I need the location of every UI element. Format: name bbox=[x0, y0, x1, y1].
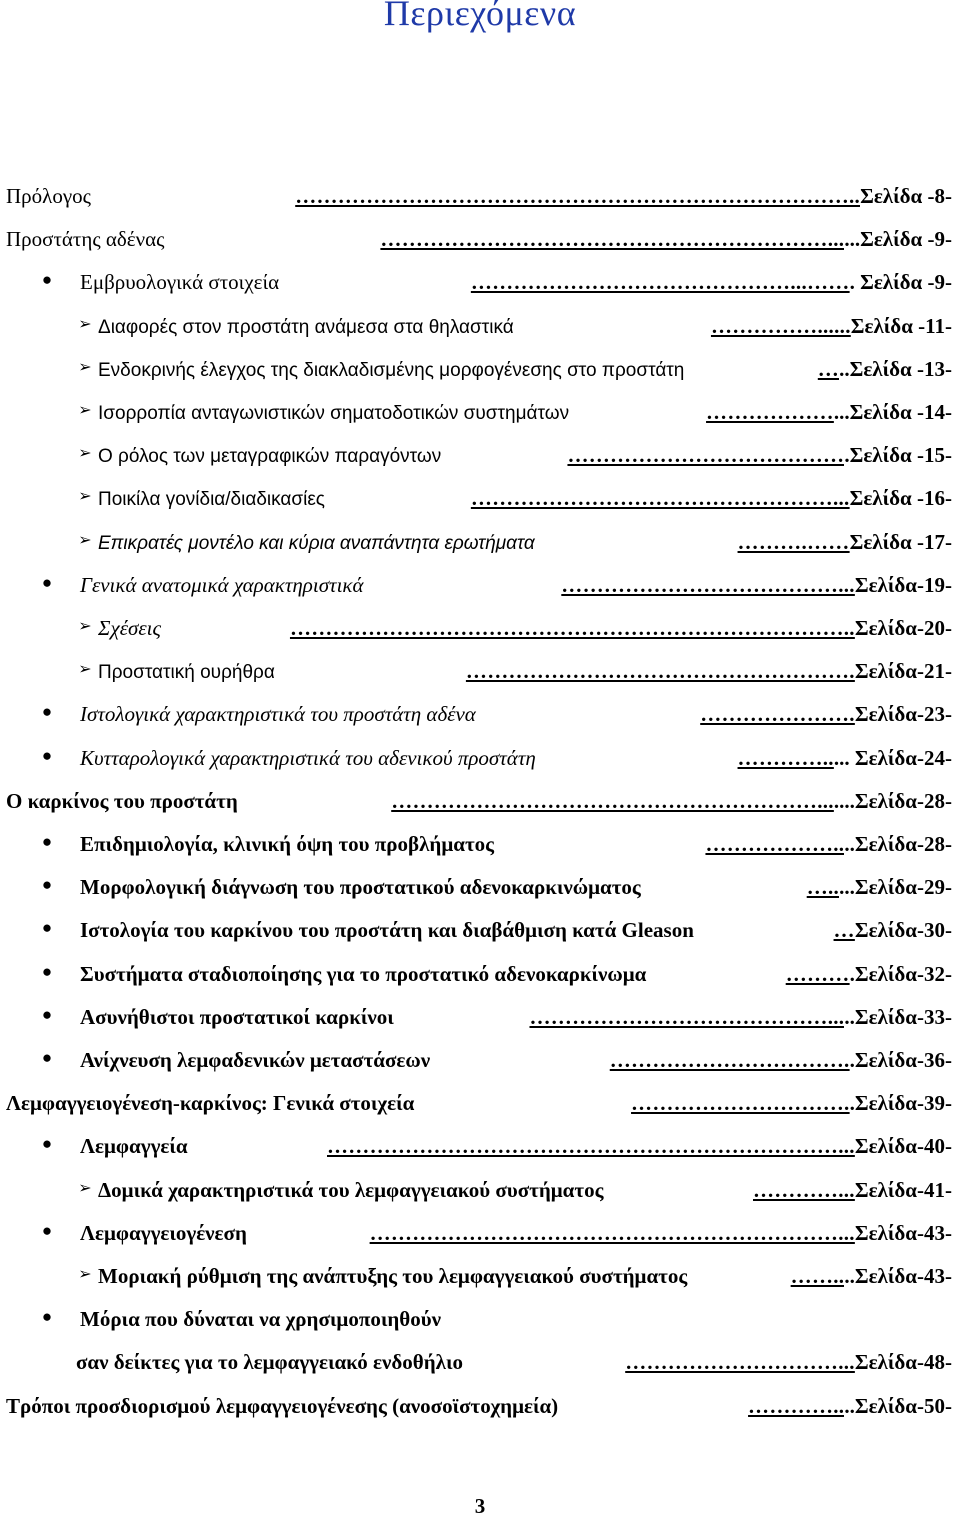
toc-page-ref: Σελίδα-41- bbox=[854, 1177, 952, 1202]
toc-entry-title: Ιστολογία του καρκίνου του προστάτη και διαβάθμιση κατά Gleason bbox=[80, 918, 694, 943]
toc-leader-dots: … bbox=[833, 918, 855, 943]
bullet-icon: ● bbox=[41, 745, 53, 765]
toc-page-ref: .Σελίδα-39- bbox=[849, 1091, 952, 1116]
toc-entry-title: Ασυνήθιστοι προστατικοί καρκίνοι bbox=[80, 1004, 394, 1029]
toc-page-ref: .Σελίδα -15- bbox=[844, 443, 952, 468]
toc-leader-dots: ……………………………………………………... bbox=[391, 788, 834, 813]
bullet-icon: ● bbox=[41, 832, 53, 851]
toc-entry[interactable] bbox=[41, 270, 952, 295]
toc-entry[interactable] bbox=[6, 1394, 952, 1419]
toc-page-ref: ..Σελίδα-50- bbox=[844, 1393, 952, 1418]
toc-entry[interactable] bbox=[41, 1220, 952, 1246]
toc-leader-dots: ………….. bbox=[737, 745, 834, 770]
bullet-icon: ● bbox=[41, 1220, 53, 1240]
toc-page-ref: ...Σελίδα-29- bbox=[839, 875, 952, 900]
toc-entry-title: Προστατική ουρήθρα bbox=[98, 662, 275, 684]
toc-entry-title: Ενδοκρινής έλεγχος της διακλαδισμένης μορφογένεσης στο προστάτη bbox=[98, 359, 685, 381]
toc-entry-title: Ιστολογικά χαρακτηριστικά του προστάτη αδένα bbox=[80, 702, 476, 727]
toc-entry-title: Πρόλογος bbox=[6, 184, 91, 208]
bullet-icon: ● bbox=[41, 918, 53, 938]
toc-page-ref: ....Σελίδα-28- bbox=[833, 788, 952, 813]
toc-leader-dots: ……………….. bbox=[705, 832, 845, 856]
toc-entry[interactable] bbox=[6, 184, 952, 209]
toc-leader-dots: ……………… bbox=[706, 400, 834, 424]
arrow-bullet-icon: ➢ bbox=[78, 1179, 92, 1197]
toc-entry-title: Κυτταρολογικά χαρακτηριστικά του αδενικού προστάτη bbox=[80, 745, 536, 770]
toc-entry-title: Λεμφαγγειογένεση-καρκίνος: Γενικά στοιχεία bbox=[6, 1091, 415, 1116]
toc-entry[interactable] bbox=[41, 1004, 952, 1030]
toc-entry[interactable] bbox=[41, 745, 952, 771]
toc-leader-dots: ………………………………………...…… bbox=[470, 270, 850, 295]
toc-page-ref: ..Σελίδα-28- bbox=[844, 832, 952, 856]
arrow-bullet-icon: ➢ bbox=[78, 1266, 92, 1283]
toc-page-ref: ..Σελίδα -13- bbox=[839, 356, 952, 381]
toc-leader-dots: ……………………………………... bbox=[529, 1004, 845, 1029]
arrow-bullet-icon: ➢ bbox=[78, 531, 92, 549]
toc-entry[interactable] bbox=[41, 1048, 952, 1073]
bullet-icon: ● bbox=[41, 1134, 53, 1154]
toc-leader-dots: ………………………………………………………... bbox=[380, 227, 845, 252]
arrow-bullet-icon: ➢ bbox=[78, 661, 92, 679]
toc-page-ref: ..Σελίδα-33- bbox=[844, 1004, 952, 1029]
bullet-icon: ● bbox=[41, 1048, 53, 1067]
toc-entry[interactable] bbox=[41, 832, 952, 857]
toc-entry-title: Ισορροπία ανταγωνιστικών σηματοδοτικών συστημάτων bbox=[98, 403, 570, 424]
toc-page-ref: Σελίδα -8- bbox=[860, 184, 952, 208]
toc-page-ref: Σελίδα -11- bbox=[850, 313, 952, 338]
toc-page-ref: Σελίδα -16- bbox=[849, 486, 952, 511]
toc-leader-dots: ……………...... bbox=[710, 313, 851, 338]
toc-entry-title: Προστάτης αδένας bbox=[6, 227, 165, 252]
toc-entry-title: Μόρια που δύναται να χρησιμοποιηθούν bbox=[80, 1307, 441, 1332]
bullet-icon: ● bbox=[41, 1004, 53, 1024]
toc-entry[interactable] bbox=[78, 529, 952, 555]
toc-entry-title: Σχέσεις bbox=[98, 616, 161, 640]
toc-leader-dots: …………………………………………………………………….. bbox=[289, 616, 855, 640]
toc-entry-title: Ο καρκίνος του προστάτη bbox=[6, 788, 238, 813]
toc-page-ref: ...Σελίδα -9- bbox=[844, 227, 952, 252]
arrow-bullet-icon: ➢ bbox=[78, 488, 92, 506]
bullet-icon: ● bbox=[41, 961, 53, 981]
toc-entry[interactable] bbox=[78, 659, 952, 684]
toc-page-ref: . Σελίδα -9- bbox=[849, 270, 952, 295]
toc-leader-dots: … bbox=[817, 356, 840, 381]
toc-leader-dots: …………………………………………………………………….. bbox=[295, 184, 861, 208]
toc-leader-dots: …………………………………………………………... bbox=[369, 1220, 855, 1245]
toc-entry[interactable] bbox=[41, 961, 952, 987]
toc-page-ref: Σελίδα-21- bbox=[854, 659, 952, 684]
toc-page-ref: Σελίδα-30- bbox=[854, 918, 952, 943]
toc-entry[interactable] bbox=[78, 486, 952, 511]
toc-entry-title: Συστήματα σταδιοποίησης για το προστατικό αδενοκαρκίνωμα bbox=[80, 961, 647, 986]
arrow-bullet-icon: ➢ bbox=[78, 618, 92, 635]
toc-page-ref: Σελίδα-20- bbox=[854, 616, 952, 640]
toc-entry[interactable] bbox=[76, 1350, 952, 1375]
toc-entry-title: Λεμφαγγειογένεση bbox=[80, 1220, 247, 1245]
arrow-bullet-icon: ➢ bbox=[78, 402, 92, 419]
page-title: Περιεχόμενα bbox=[383, 0, 577, 33]
toc-leader-dots: ………………………………… bbox=[567, 443, 845, 468]
toc-leader-dots: …………………. bbox=[700, 702, 855, 727]
toc-leader-dots: ……….…… bbox=[737, 529, 850, 554]
arrow-bullet-icon: ➢ bbox=[78, 315, 92, 333]
toc-entry[interactable] bbox=[41, 1307, 441, 1332]
toc-entry[interactable] bbox=[78, 1177, 952, 1203]
toc-entry[interactable] bbox=[41, 875, 952, 900]
toc-leader-dots: ……………………………………………... bbox=[470, 486, 850, 511]
page-number: 3 bbox=[474, 1494, 486, 1518]
toc-entry[interactable] bbox=[6, 227, 952, 252]
bullet-icon: ● bbox=[41, 702, 53, 722]
toc-entry-title: Γενικά ανατομικά χαρακτηριστικά bbox=[80, 572, 364, 597]
toc-entry[interactable] bbox=[78, 616, 952, 641]
toc-page-ref: Σελίδα-43- bbox=[854, 1220, 952, 1245]
arrow-bullet-icon: ➢ bbox=[78, 358, 92, 376]
toc-leader-dots: …………………………... bbox=[625, 1350, 855, 1375]
toc-page-ref: Σελίδα-23- bbox=[854, 702, 952, 727]
toc-entry[interactable] bbox=[78, 356, 952, 382]
toc-entry-title: Τρόποι προσδιορισμού λεμφαγγειογένεσης (ανοσοϊστοχημεία) bbox=[6, 1393, 559, 1418]
toc-entry[interactable] bbox=[78, 443, 952, 468]
toc-entry[interactable] bbox=[6, 789, 952, 814]
toc-leader-dots: …….. bbox=[790, 1264, 845, 1288]
arrow-bullet-icon: ➢ bbox=[78, 445, 92, 463]
toc-page-ref: .Σελίδα-32- bbox=[849, 961, 952, 986]
toc-page-ref: Σελίδα-40- bbox=[854, 1134, 952, 1159]
bullet-icon: ● bbox=[41, 1307, 53, 1327]
toc-leader-dots: ………….. bbox=[748, 1393, 845, 1418]
toc-entry[interactable] bbox=[6, 1091, 952, 1116]
toc-page-ref: ...Σελίδα -14- bbox=[833, 400, 952, 424]
toc-entry[interactable] bbox=[41, 1134, 952, 1159]
toc-entry-title: Διαφορές στον προστάτη ανάμεσα στα θηλαστικά bbox=[98, 316, 514, 338]
toc-leader-dots: …………………………………... bbox=[561, 572, 855, 597]
toc-entry[interactable] bbox=[78, 1264, 952, 1289]
toc-entry-title: Ποικίλα γονίδια/διαδικασίες bbox=[98, 489, 325, 511]
toc-page-ref: Σελίδα-48- bbox=[854, 1350, 952, 1375]
toc-page-ref: ..Σελίδα-43- bbox=[844, 1264, 952, 1288]
toc-entry-title: Λεμφαγγεία bbox=[80, 1134, 188, 1159]
toc-page-ref: Σελίδα -17- bbox=[849, 529, 952, 554]
toc-leader-dots: ………………………………………………. bbox=[465, 659, 855, 684]
bullet-icon: ● bbox=[41, 572, 53, 592]
toc-leader-dots: …………... bbox=[753, 1177, 855, 1202]
toc-leader-dots: ……………………………. bbox=[609, 1048, 850, 1072]
toc-entry-title: Μορφολογική διάγνωση του προστατικού αδενοκαρκινώματος bbox=[80, 875, 641, 900]
toc-leader-dots: …………………………. bbox=[631, 1091, 850, 1116]
toc-entry-title: Ο ρόλος των μεταγραφικών παραγόντων bbox=[98, 446, 442, 468]
toc-leader-dots: ….. bbox=[806, 875, 840, 900]
toc-leader-dots: ………………………………………………………………... bbox=[327, 1134, 855, 1159]
bullet-icon: ● bbox=[41, 270, 53, 290]
toc-entry[interactable] bbox=[78, 313, 952, 339]
toc-entry[interactable] bbox=[41, 702, 952, 727]
toc-entry-title: Μοριακή ρύθμιση της ανάπτυξης του λεμφαγγειακού συστήματος bbox=[98, 1264, 688, 1288]
toc-entry[interactable] bbox=[78, 400, 952, 425]
toc-entry-title: Επικρατές μοντέλο και κύρια αναπάντητα ερωτήματα bbox=[98, 532, 535, 554]
toc-entry-title: Ανίχνευση λεμφαδενικών μεταστάσεων bbox=[80, 1048, 431, 1072]
toc-entry-title: Δομικά χαρακτηριστικά του λεμφαγγειακού συστήματος bbox=[98, 1177, 604, 1202]
toc-entry-title: Εμβρυολογικά στοιχεία bbox=[80, 270, 280, 295]
toc-entry-title: σαν δείκτες για το λεμφαγγειακό ενδοθήλιο bbox=[76, 1350, 463, 1375]
toc-leader-dots: ……… bbox=[785, 961, 850, 986]
toc-entry-title: Επιδημιολογία, κλινική όψη του προβλήματος bbox=[80, 832, 495, 856]
toc-entry[interactable] bbox=[41, 572, 952, 598]
toc-entry[interactable] bbox=[41, 918, 952, 943]
toc-page-ref: ... Σελίδα-24- bbox=[833, 745, 952, 770]
toc-page-ref: Σελίδα-19- bbox=[854, 572, 952, 597]
bullet-icon: ● bbox=[41, 875, 53, 895]
toc-page-ref: .Σελίδα-36- bbox=[849, 1048, 952, 1072]
